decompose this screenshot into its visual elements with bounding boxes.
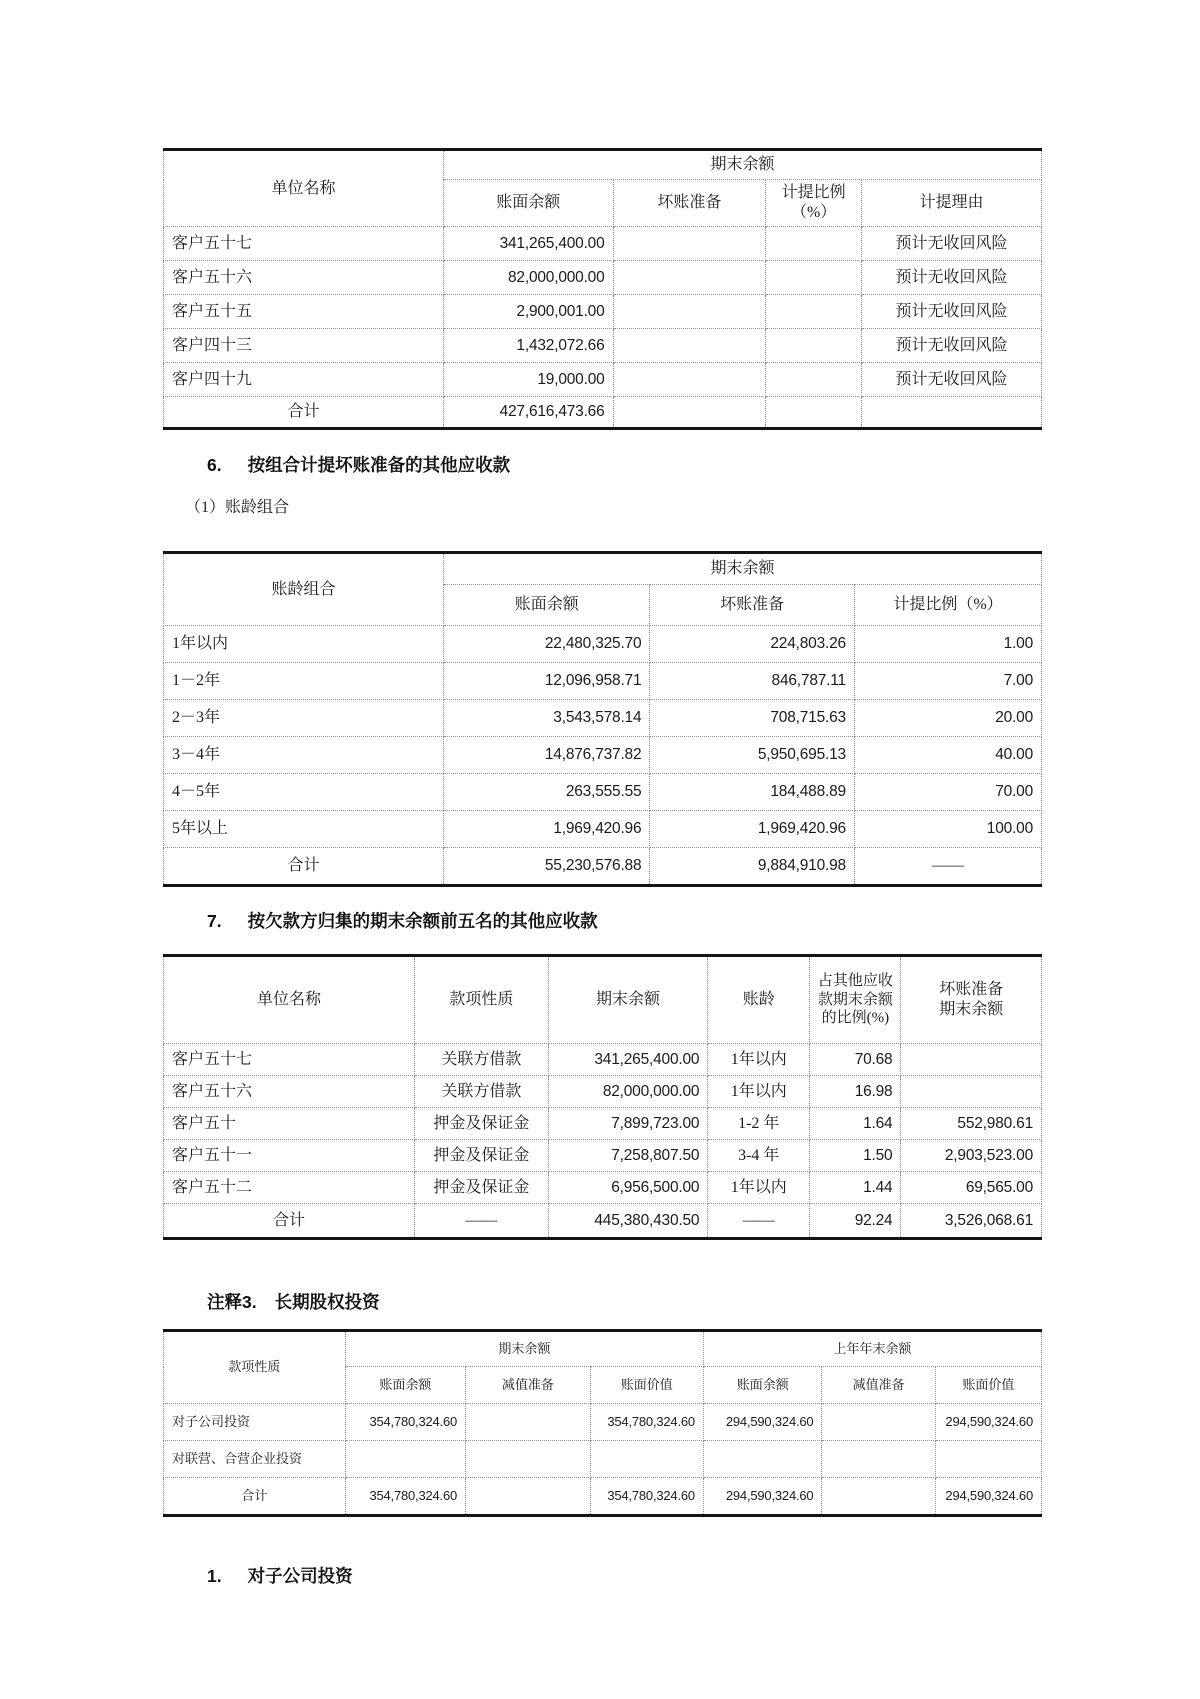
cell-aging: 2－3年 bbox=[164, 700, 444, 737]
cell-book-balance: 2,900,001.00 bbox=[444, 295, 613, 329]
cell-bad-debt: 224,803.26 bbox=[650, 626, 855, 663]
cell-balance: 7,899,723.00 bbox=[548, 1108, 708, 1140]
cell-bad-debt: 184,488.89 bbox=[650, 774, 855, 811]
table-row bbox=[164, 626, 1042, 663]
table-row bbox=[164, 774, 1042, 811]
cell-ratio: 40.00 bbox=[854, 737, 1041, 774]
col-header-carrying-value-prior: 账面价值 bbox=[935, 1367, 1041, 1404]
cell-nature: 押金及保证金 bbox=[415, 1108, 548, 1140]
table-top-five-debtors bbox=[163, 954, 1042, 1240]
header-line: 坏账准备 bbox=[939, 981, 1004, 998]
cell-aging: 3－4年 bbox=[164, 737, 444, 774]
cell-ratio: 70.00 bbox=[854, 774, 1041, 811]
cell-book-balance: 3,543,578.14 bbox=[444, 700, 650, 737]
table-row bbox=[164, 1172, 1042, 1204]
cell-bad-debt bbox=[613, 397, 766, 429]
cell-book-balance: 263,555.55 bbox=[444, 774, 650, 811]
col-header-carrying-value: 账面价值 bbox=[590, 1367, 703, 1404]
table-total-row bbox=[164, 397, 1042, 429]
heading-number: 注释3. bbox=[207, 1292, 257, 1312]
cell-prev-impairment bbox=[822, 1478, 935, 1516]
table-row bbox=[164, 1441, 1042, 1478]
cell-proportion: 16.98 bbox=[810, 1076, 901, 1108]
table-row bbox=[164, 1140, 1042, 1172]
col-group-prior-year-end-balance: 上年年末余额 bbox=[703, 1331, 1041, 1367]
col-header-book-balance: 账面余额 bbox=[444, 180, 613, 227]
cell-proportion: 70.68 bbox=[810, 1044, 901, 1076]
cell-book-balance: 82,000,000.00 bbox=[444, 261, 613, 295]
cell-end-carrying: 354,780,324.60 bbox=[590, 1478, 703, 1516]
document-page bbox=[163, 148, 1042, 1588]
table-row bbox=[164, 227, 1042, 261]
section-heading-6 bbox=[207, 452, 1042, 477]
cell-ratio bbox=[766, 227, 862, 261]
table-row bbox=[164, 363, 1042, 397]
cell-end-carrying bbox=[590, 1441, 703, 1478]
table-row bbox=[164, 1108, 1042, 1140]
cell-bad-debt bbox=[613, 261, 766, 295]
cell-aging: 1-2 年 bbox=[708, 1108, 810, 1140]
heading-text: 按组合计提坏账准备的其他应收款 bbox=[247, 455, 511, 475]
cell-ratio bbox=[766, 363, 862, 397]
table-row bbox=[164, 329, 1042, 363]
cell-balance: 82,000,000.00 bbox=[548, 1076, 708, 1108]
cell-nature: 对联营、合营企业投资 bbox=[164, 1441, 346, 1478]
cell-book-balance: 427,616,473.66 bbox=[444, 397, 613, 429]
cell-ratio bbox=[766, 261, 862, 295]
cell-unit-name: 客户五十六 bbox=[164, 1076, 415, 1108]
col-header-book-balance-prior: 账面余额 bbox=[703, 1367, 822, 1404]
cell-ratio bbox=[766, 397, 862, 429]
cell-aging: 1－2年 bbox=[164, 663, 444, 700]
cell-unit-name: 客户四十九 bbox=[164, 363, 444, 397]
col-group-period-end-balance: 期末余额 bbox=[345, 1331, 703, 1367]
cell-nature: 对子公司投资 bbox=[164, 1404, 346, 1441]
col-header-bad-debt-balance bbox=[901, 956, 1042, 1044]
cell-end-impairment bbox=[466, 1404, 591, 1441]
cell-aging: 5年以上 bbox=[164, 811, 444, 848]
col-header-book-balance: 账面余额 bbox=[345, 1367, 465, 1404]
cell-prev-book-balance: 294,590,324.60 bbox=[703, 1404, 822, 1441]
cell-unit-name: 客户四十三 bbox=[164, 329, 444, 363]
section-heading-1 bbox=[207, 1563, 1042, 1588]
cell-bad-debt: 1,969,420.96 bbox=[650, 811, 855, 848]
cell-end-book-balance bbox=[345, 1441, 465, 1478]
cell-reason bbox=[861, 397, 1041, 429]
cell-bad-debt: 5,950,695.13 bbox=[650, 737, 855, 774]
heading-text: 对子公司投资 bbox=[247, 1566, 353, 1586]
col-header-unit-name: 单位名称 bbox=[164, 956, 415, 1044]
col-header-period-end-balance: 期末余额 bbox=[548, 956, 708, 1044]
table-row bbox=[164, 700, 1042, 737]
col-group-period-end-balance: 期末余额 bbox=[444, 150, 1042, 180]
table-row bbox=[164, 261, 1042, 295]
cell-nature: 关联方借款 bbox=[415, 1076, 548, 1108]
cell-balance: 6,956,500.00 bbox=[548, 1172, 708, 1204]
cell-end-impairment bbox=[466, 1441, 591, 1478]
cell-aging-dash: —— bbox=[708, 1204, 810, 1239]
cell-nature-dash: —— bbox=[415, 1204, 548, 1239]
cell-bad-debt: 3,526,068.61 bbox=[901, 1204, 1042, 1239]
cell-aging: 1年以内 bbox=[164, 626, 444, 663]
col-header-bad-debt-provision: 坏账准备 bbox=[613, 180, 766, 227]
heading-text: 长期股权投资 bbox=[274, 1292, 380, 1312]
cell-aging: 1年以内 bbox=[708, 1172, 810, 1204]
table-row bbox=[164, 1044, 1042, 1076]
heading-number: 6. bbox=[207, 455, 222, 475]
cell-total-label: 合计 bbox=[164, 397, 444, 429]
cell-book-balance: 22,480,325.70 bbox=[444, 626, 650, 663]
cell-ratio bbox=[766, 295, 862, 329]
cell-ratio: 20.00 bbox=[854, 700, 1041, 737]
cell-bad-debt: 846,787.11 bbox=[650, 663, 855, 700]
cell-reason: 预计无收回风险 bbox=[861, 261, 1041, 295]
cell-unit-name: 客户五十二 bbox=[164, 1172, 415, 1204]
cell-bad-debt bbox=[901, 1044, 1042, 1076]
cell-end-book-balance: 354,780,324.60 bbox=[345, 1404, 465, 1441]
cell-aging: 3-4 年 bbox=[708, 1140, 810, 1172]
cell-unit-name: 客户五十七 bbox=[164, 1044, 415, 1076]
cell-reason: 预计无收回风险 bbox=[861, 363, 1041, 397]
cell-total-label: 合计 bbox=[164, 1204, 415, 1239]
cell-ratio: 100.00 bbox=[854, 811, 1041, 848]
cell-ratio-dash: —— bbox=[854, 848, 1041, 886]
col-header-provision-ratio: 计提比例（%） bbox=[854, 585, 1041, 626]
cell-end-book-balance: 354,780,324.60 bbox=[345, 1478, 465, 1516]
cell-book-balance: 1,969,420.96 bbox=[444, 811, 650, 848]
cell-bad-debt bbox=[613, 295, 766, 329]
table-long-term-equity-investment bbox=[163, 1329, 1042, 1517]
table-row bbox=[164, 811, 1042, 848]
col-header-provision-reason: 计提理由 bbox=[861, 180, 1041, 227]
cell-unit-name: 客户五十 bbox=[164, 1108, 415, 1140]
col-header-unit-name: 单位名称 bbox=[164, 150, 444, 227]
cell-bad-debt: 2,903,523.00 bbox=[901, 1140, 1042, 1172]
cell-bad-debt bbox=[901, 1076, 1042, 1108]
cell-reason: 预计无收回风险 bbox=[861, 227, 1041, 261]
cell-book-balance: 19,000.00 bbox=[444, 363, 613, 397]
cell-balance: 341,265,400.00 bbox=[548, 1044, 708, 1076]
col-header-proportion: 占其他应收款期末余额的比例(%) bbox=[810, 956, 901, 1044]
cell-total-label: 合计 bbox=[164, 1478, 346, 1516]
table-total-row bbox=[164, 1478, 1042, 1516]
table-row bbox=[164, 1404, 1042, 1441]
cell-bad-debt: 69,565.00 bbox=[901, 1172, 1042, 1204]
cell-proportion: 1.64 bbox=[810, 1108, 901, 1140]
col-header-bad-debt-provision: 坏账准备 bbox=[650, 585, 855, 626]
sub-heading-aging-portfolio: （1）账龄组合 bbox=[185, 499, 290, 516]
cell-bad-debt bbox=[613, 227, 766, 261]
cell-balance: 7,258,807.50 bbox=[548, 1140, 708, 1172]
cell-bad-debt bbox=[613, 329, 766, 363]
cell-prev-impairment bbox=[822, 1404, 935, 1441]
cell-aging: 1年以内 bbox=[708, 1076, 810, 1108]
cell-nature: 关联方借款 bbox=[415, 1044, 548, 1076]
cell-unit-name: 客户五十五 bbox=[164, 295, 444, 329]
cell-ratio: 7.00 bbox=[854, 663, 1041, 700]
cell-aging: 1年以内 bbox=[708, 1044, 810, 1076]
cell-ratio: 1.00 bbox=[854, 626, 1041, 663]
table-row bbox=[164, 1076, 1042, 1108]
cell-book-balance: 1,432,072.66 bbox=[444, 329, 613, 363]
heading-number: 7. bbox=[207, 911, 222, 931]
col-header-impairment-provision-prior: 减值准备 bbox=[822, 1367, 935, 1404]
cell-end-carrying: 354,780,324.60 bbox=[590, 1404, 703, 1441]
table-total-row bbox=[164, 848, 1042, 886]
cell-book-balance: 55,230,576.88 bbox=[444, 848, 650, 886]
col-group-period-end-balance: 期末余额 bbox=[444, 553, 1042, 585]
cell-end-impairment bbox=[466, 1478, 591, 1516]
cell-reason: 预计无收回风险 bbox=[861, 329, 1041, 363]
cell-prev-book-balance: 294,590,324.60 bbox=[703, 1478, 822, 1516]
cell-prev-book-balance bbox=[703, 1441, 822, 1478]
table-row bbox=[164, 663, 1042, 700]
cell-proportion: 92.24 bbox=[810, 1204, 901, 1239]
cell-bad-debt bbox=[613, 363, 766, 397]
cell-total-label: 合计 bbox=[164, 848, 444, 886]
heading-number: 1. bbox=[207, 1566, 222, 1586]
section-heading-7 bbox=[207, 908, 1042, 933]
cell-proportion: 1.50 bbox=[810, 1140, 901, 1172]
cell-unit-name: 客户五十六 bbox=[164, 261, 444, 295]
cell-unit-name: 客户五十七 bbox=[164, 227, 444, 261]
cell-prev-impairment bbox=[822, 1441, 935, 1478]
table-aging-portfolio bbox=[163, 551, 1042, 887]
heading-text: 按欠款方归集的期末余额前五名的其他应收款 bbox=[247, 911, 598, 931]
cell-balance: 445,380,430.50 bbox=[548, 1204, 708, 1239]
cell-book-balance: 341,265,400.00 bbox=[444, 227, 613, 261]
table-total-row bbox=[164, 1204, 1042, 1239]
col-header-impairment-provision: 减值准备 bbox=[466, 1367, 591, 1404]
col-header-book-balance: 账面余额 bbox=[444, 585, 650, 626]
cell-aging: 4－5年 bbox=[164, 774, 444, 811]
cell-ratio bbox=[766, 329, 862, 363]
cell-book-balance: 12,096,958.71 bbox=[444, 663, 650, 700]
col-header-nature: 款项性质 bbox=[164, 1331, 346, 1404]
col-header-nature: 款项性质 bbox=[415, 956, 548, 1044]
cell-reason: 预计无收回风险 bbox=[861, 295, 1041, 329]
cell-nature: 押金及保证金 bbox=[415, 1172, 548, 1204]
col-header-aging-portfolio: 账龄组合 bbox=[164, 553, 444, 626]
col-header-provision-ratio: 计提比例（%） bbox=[766, 180, 862, 227]
col-header-aging: 账龄 bbox=[708, 956, 810, 1044]
cell-bad-debt: 552,980.61 bbox=[901, 1108, 1042, 1140]
section-heading-note3 bbox=[207, 1289, 1042, 1314]
table-row bbox=[164, 295, 1042, 329]
cell-proportion: 1.44 bbox=[810, 1172, 901, 1204]
cell-bad-debt: 708,715.63 bbox=[650, 700, 855, 737]
cell-prev-carrying bbox=[935, 1441, 1041, 1478]
cell-nature: 押金及保证金 bbox=[415, 1140, 548, 1172]
table-provision-by-unit bbox=[163, 148, 1042, 430]
header-line: 期末余额 bbox=[939, 1001, 1004, 1018]
table-row bbox=[164, 737, 1042, 774]
cell-bad-debt: 9,884,910.98 bbox=[650, 848, 855, 886]
cell-prev-carrying: 294,590,324.60 bbox=[935, 1404, 1041, 1441]
cell-book-balance: 14,876,737.82 bbox=[444, 737, 650, 774]
cell-unit-name: 客户五十一 bbox=[164, 1140, 415, 1172]
cell-prev-carrying: 294,590,324.60 bbox=[935, 1478, 1041, 1516]
